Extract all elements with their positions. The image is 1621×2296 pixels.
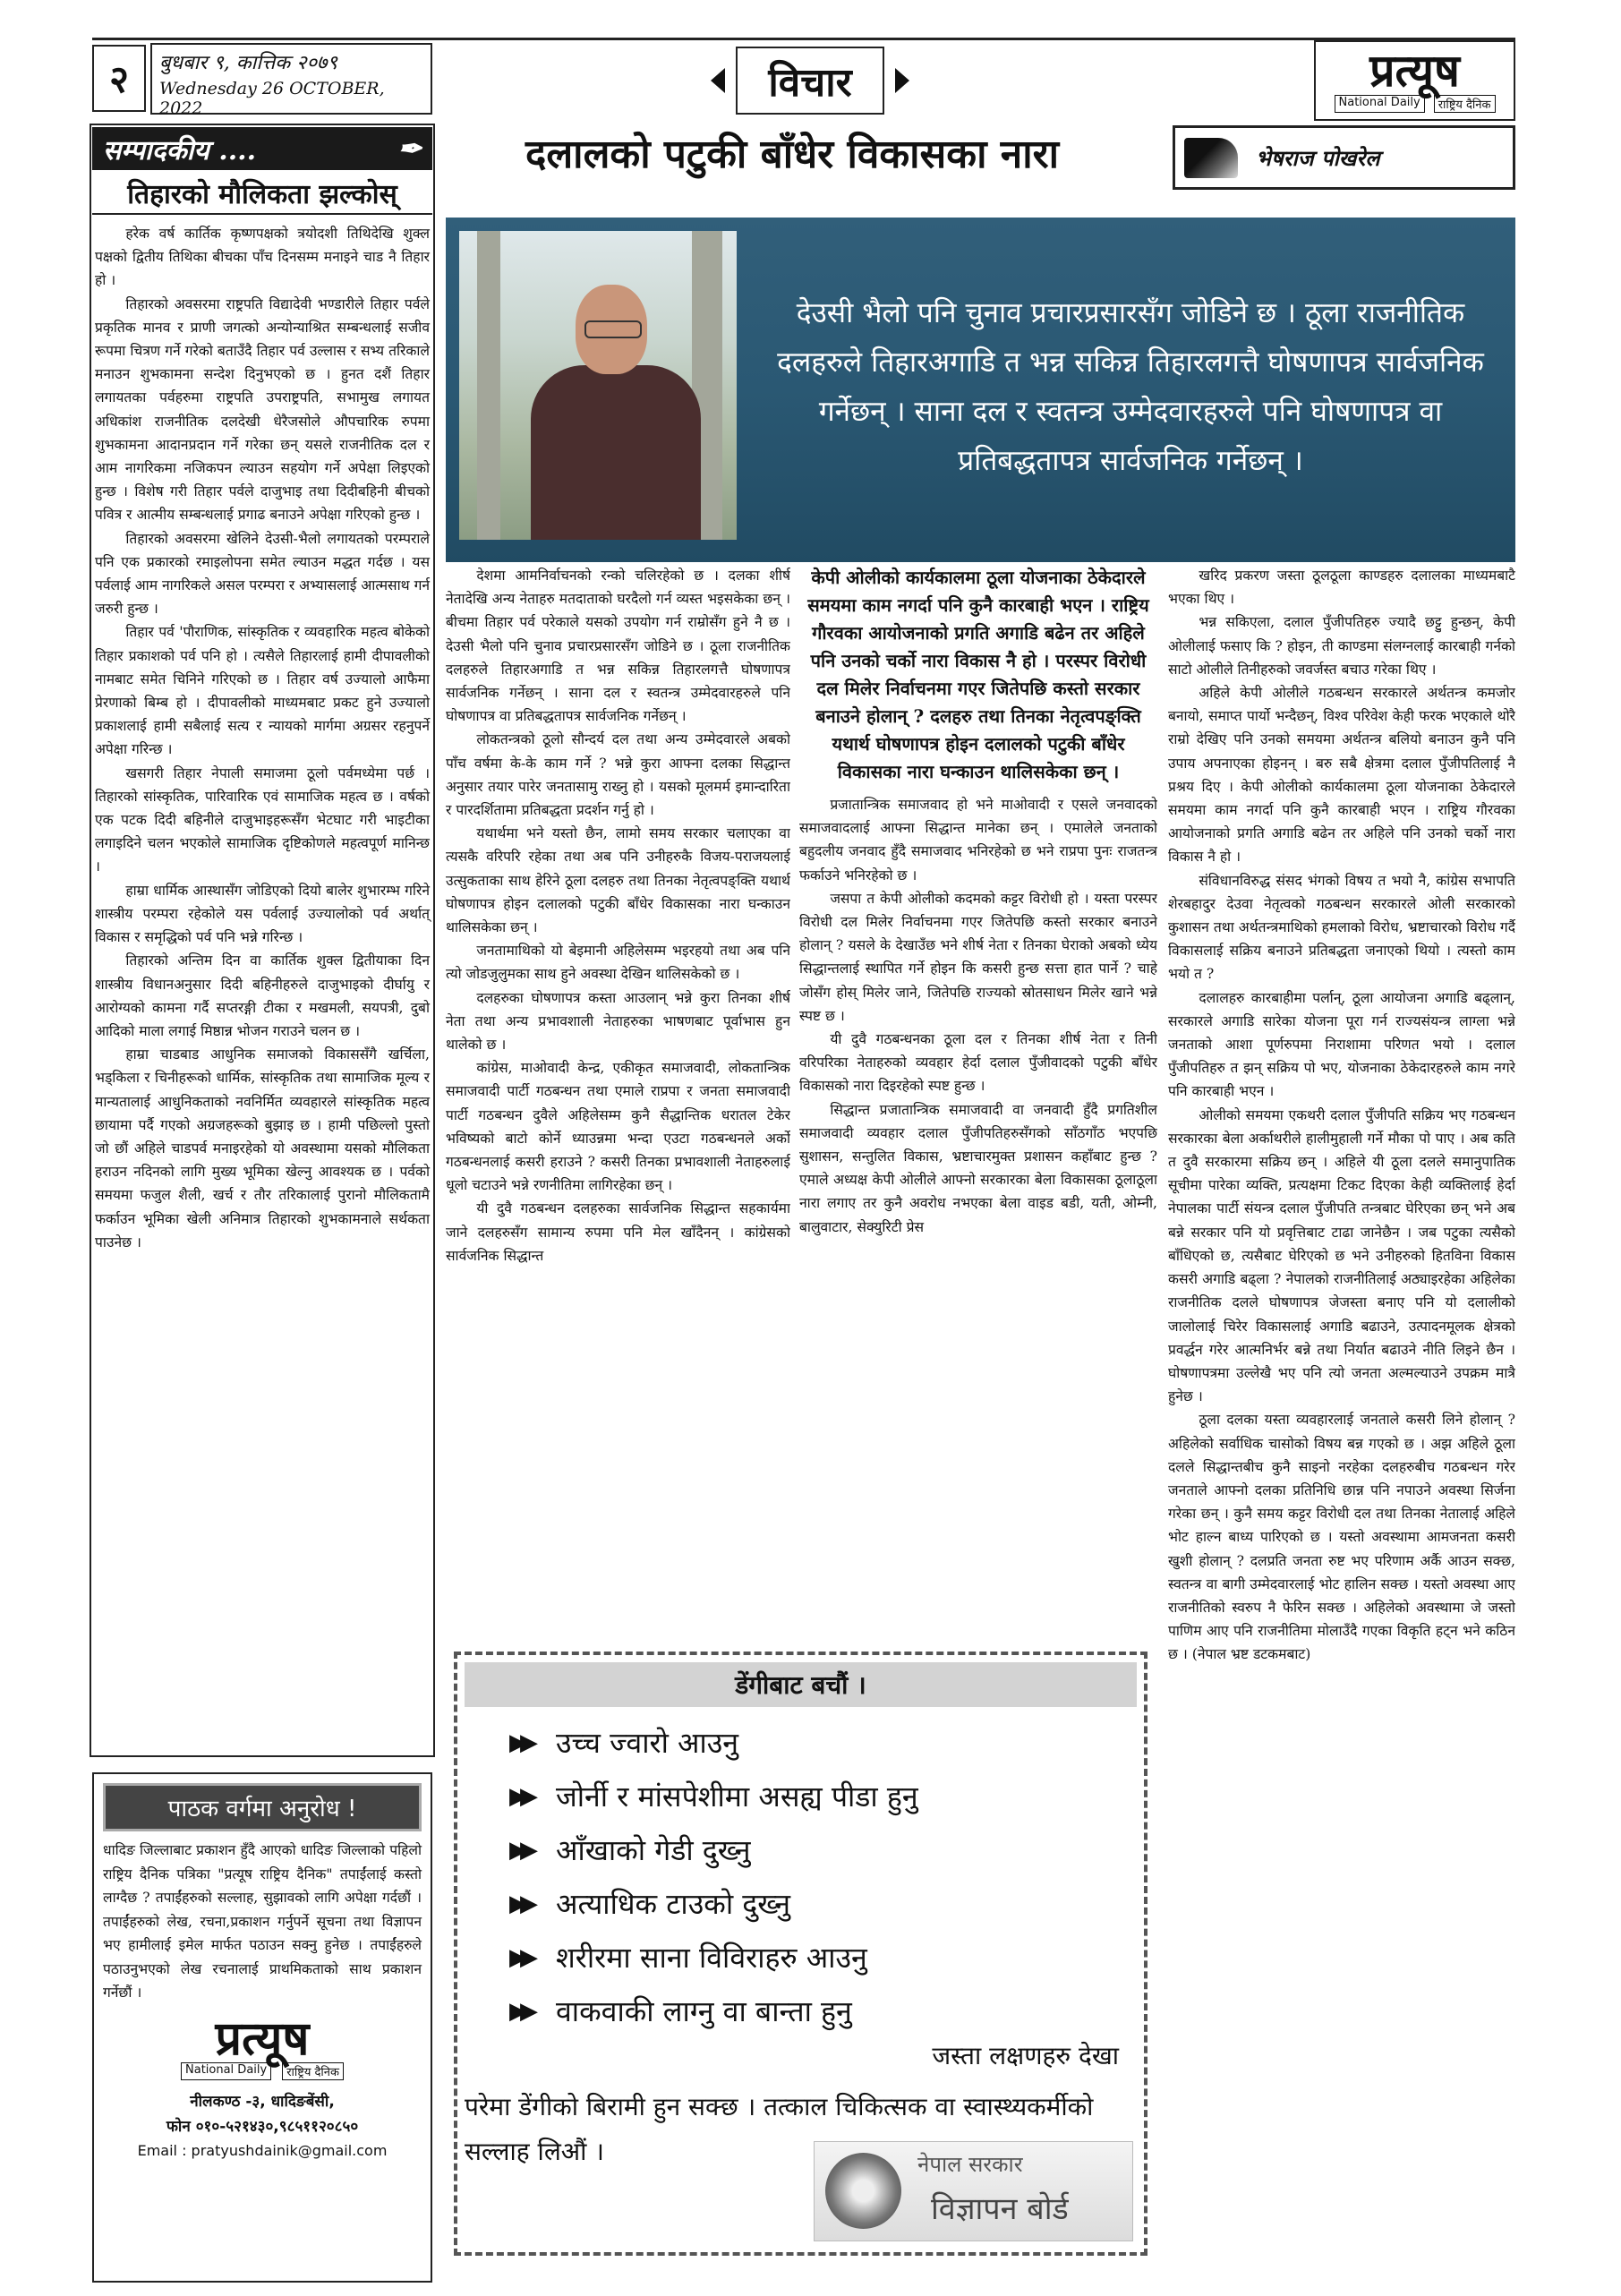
- dengue-signoff: जस्ता लक्षणहरु देखा: [932, 2041, 1119, 2070]
- masthead-subtitle: [1335, 95, 1496, 113]
- masthead-en: National Daily: [1335, 95, 1425, 113]
- double-arrow-icon: ▶▶: [509, 1837, 531, 1864]
- double-arrow-icon: ▶▶: [509, 1891, 531, 1917]
- masthead-title: प्रत्यूष: [1369, 44, 1460, 97]
- symptom-text: वाकवाकी लाग्नु वा बान्ता हुनु: [556, 1994, 852, 2028]
- editorial-title: तिहारको मौलिकता झल्कोस्: [92, 175, 432, 215]
- seal-board: विज्ञापन बोर्ड: [931, 2191, 1069, 2227]
- symptom-text: उच्च ज्वारो आउनु: [556, 1726, 739, 1760]
- footer-logo: [103, 2010, 422, 2080]
- article-paragraph: लोकतन्त्रको ठूलो सौन्दर्य दल तथा अन्य उम्मेदवारले अबको पाँच वर्षमा के-के काम गर्ने ? भन्ने कुरा आफ्ना दलका सिद्धान्त अनुसार तयार पारेर जनतासामु राख्नु हो । यसको मूलमर्म इमान्दारिता र पारदर्शितामा प्रतिबद्धता प्रदर्शन गर्नु हो ।: [446, 731, 790, 819]
- seal-gov: नेपाल सरकार: [917, 2152, 1023, 2177]
- date-english: Wednesday 26 OCTOBER, 2022: [159, 79, 385, 118]
- masthead-logo: [1314, 40, 1515, 121]
- symptom-text: शरीरमा साना विविराहरु आउनु: [556, 1941, 867, 1975]
- symptom-text: आँखाको गेडी दुख्नु: [556, 1833, 751, 1867]
- symptom-item: [509, 1823, 1137, 1877]
- double-arrow-icon: ▶▶: [509, 1998, 531, 2025]
- footer-logo-subtitle: [103, 2062, 422, 2080]
- double-arrow-icon: ▶▶: [509, 1729, 531, 1756]
- editorial-paragraph: तिहारको अन्तिम दिन वा कार्तिक शुक्ल द्वितीयाका दिन शास्त्रीय विधानअनुसार दिदी बहिनीहरुले दाजुभाइको दीर्घायु र आरोग्यको कामना गर्दै सप्तरङ्गी टीका र मखमली, सयपत्री, दुबो आदिको माला लगाई मिष्ठान्न भोजन गराउने चलन छ ।: [95, 952, 430, 1039]
- article-paragraph: संविधानविरुद्ध संसद भंगको विषय त भयो नै, कांग्रेस सभापति शेरबहादुर देउवा नेतृत्वको गठबन्धन सरकारले ओली सरकारको कुशासन तथा अर्थतन्त्रमाथिको हमलाको विरोध, भ्रष्टाचारको विरोध गर्दै विकासलाई सक्रिय बनाउने प्रतिबद्धता जनाएको थियो । त्यस्तो काम भयो त ?: [1168, 872, 1515, 983]
- dengue-ad-title: डेंगीबाट बचौं ।: [465, 1662, 1137, 1707]
- editorial-paragraph: तिहार पर्व 'पौराणिक, सांस्कृतिक र व्यवहारिक महत्व बोकेको तिहार प्रकाशको पर्व पनि हो । त्यसैले तिहारलाई हामी दीपावलीको नामबाट समेत चिनिने गरिएको छ । तिहार वर्ष उज्यालो आफैमा प्रेरणाको बिम्ब हो । दीपावलीको माध्यमबाट प्रकट हुने उज्यालो प्रकाशलाई हामी सबैलाई सत्य र न्यायको मार्गमा अग्रसर रहनुपर्ने अपेक्षा गरिन्छ ।: [95, 624, 430, 758]
- article-column-3: [1168, 564, 1515, 2296]
- article-paragraph: भन्न सकिएला, दलाल पुँजीपतिहरु ज्यादै छट्टु हुन्छन्, केपी ओलीलाई फसाए कि ? होइन, ती काण्डमा संलग्नलाई कारबाही गर्नको साटो ओलीले तिनीहरुको जवर्जस्त बचाउ गरेका थिए ।: [1168, 614, 1515, 678]
- symptom-item: [509, 1931, 1137, 1984]
- address-block: [103, 2089, 422, 2139]
- article-column-1: [446, 564, 790, 1634]
- author-icon: [1184, 138, 1238, 178]
- author-box: [1173, 125, 1515, 190]
- editorial-paragraph: हरेक वर्ष कार्तिक कृष्णपक्षको त्रयोदशी तिथिदेखि शुक्ल पक्षको द्वितीय तिथिका बीचका पाँच दिनसम्म मनाइने चाड नै तिहार हो ।: [95, 226, 430, 289]
- symptom-item: [509, 1877, 1137, 1931]
- symptom-list: [465, 1716, 1137, 2038]
- reader-request-title: पाठक वर्गमा अनुरोध !: [103, 1783, 422, 1831]
- footer-logo-np: राष्ट्रिय दैनिक: [282, 2062, 344, 2080]
- article-paragraph: दलहरुका घोषणापत्र कस्ता आउलान् भन्ने कुरा तिनका शीर्ष नेता तथा अन्य प्रभावशाली नेताहरुका भाषणबाट पूर्वाभास हुन थालेको छ ।: [446, 989, 790, 1054]
- pen-icon: ✒: [397, 132, 422, 166]
- article-paragraph: कांग्रेस, माओवादी केन्द्र, एकीकृत समाजवादी, लोकतान्त्रिक समाजवादी पार्टी गठबन्धन तथा एमाले राप्रपा र जनता समाजवादी पार्टी गठबन्धन दुवैले अहिलेसम्म कुनै सैद्धान्तिक धरातल टेकेर भविष्यको बाटो कोर्ने ध्याउन्नमा भन्दा एउटा गठबन्धनले अर्को गठबन्धनलाई कसरी हराउने ? कसरी तिनका प्रभावशाली नेताहरुलाई धूलो चटाउने भन्ने रणनीतिमा लागिरहेका छन् ।: [446, 1060, 790, 1194]
- article-paragraph: सिद्धान्त प्रजातान्त्रिक समाजवादी वा जनवादी हुँदै प्रगतिशील समाजवादी व्यवहार दलाल पुँजीपतिहरुसँगको साँठगाँठ भएपछि सुशासन, सन्तुलित विकास, भ्रष्टाचारमुक्त प्रशासन कहाँबाट हुन्छ ? एमाले अध्यक्ष केपी ओलीले आफ्नो सरकारका बेला विकासका ठूलाठूला नारा लगाए तर कुनै अवरोध नभएका बेला वाइड बडी, यती, ओम्नी, बालुवाटार, सेक्युरिटी प्रेस: [799, 1101, 1157, 1235]
- article-paragraph: ओलीको समयमा एकथरी दलाल पुँजीपति सक्रिय भए गठबन्धन सरकारका बेला अर्काथरीले हालीमुहाली गर्ने मौका पो पाए । अब कति त दुवै सरकारमा सक्रिय छन् । अहिले यी ठूला दलले समानुपातिक सूचीमा पारेका व्यक्ति, प्रत्यक्षमा टिकट दिएका केही व्यक्तिलाई हेर्दा नेपालका पार्टी संयन्त्र दलाल पुँजीपति तन्त्रबाट घेरिएका छन् भने अब बन्ने सरकार पनि यो प्रवृत्तिबाट टाढा जानेछैन । जब पटुका त्यसैको बाँधिएको छ, त्यसैबाट घेरिएको छ भने उनीहरुको हितविना विकास कसरी अगाडि बढ्ला ? नेपालको राजनीतिलाई अठ्याइरहेका अहिलेका राजनीतिक दलले घोषणापत्र जेजस्ता बनाए पनि यो दलालीको जालोलाई चिरेर विकासलाई अगाडि बढाउने, उत्पादनमूलक क्षेत्रको प्रवर्द्धन गरेर आत्मनिर्भर बन्ने तथा निर्यात बढाउने नीति लिइने छैन । घोषणापत्रमा उल्लेखै भए पनि त्यो जनता अल्मल्याउने उपक्रम मात्रै हुनेछ ।: [1168, 1106, 1515, 1405]
- phone: फोन ०१०-५२१४३०,९८५११२०८५०: [166, 2117, 359, 2136]
- editorial-body: [92, 222, 432, 1753]
- reader-request-box: [92, 1772, 432, 2283]
- symptom-text: जोर्नी र मांसपेशीमा असह्य पीडा हुनु: [556, 1780, 918, 1814]
- article-paragraph: जनतामाथिको यो बेइमानी अहिलेसम्म भइरहयो तथा अब पनि त्यो जोडजुलुमका साथ हुने अवस्था देखिन थालिसकेको छ ।: [446, 943, 790, 983]
- reader-request-body: धादिङ जिल्लाबाट प्रकाशन हुँदै आएको धादिङ जिल्लाको पहिलो राष्ट्रिय दैनिक पत्रिका "प्रत्यूष राष्ट्रिय दैनिक" तपाईंलाई कस्तो लाग्दैछ ? तपाईंहरुको सल्लाह, सुझावको लागि अपेक्षा गर्दछौं । तपाईंहरुको लेख, रचना,प्रकाशन गर्नुपर्ने सूचना तथा विज्ञापन भए हामीलाई इमेल मार्फत पठाउन सक्नु हुनेछ । तपाईंहरुले पठाउनुभएको लेख रचनालाई प्राथमिकताको साथ प्रकाशन गर्नेछौं ।: [103, 1842, 422, 2001]
- editorial-paragraph: हाम्रा चाडबाड आधुनिक समाजको विकाससँगै खर्चिला, भड्किला र चिनीहरूको धार्मिक, सांस्कृतिक तथा सामाजिक मूल्य र मान्यतालाई आधुनिकताको नवनिर्मित व्यवहारले सांस्कृतिक महत्व छायामा पर्दै गएको अग्रजहरूको बुझाइ छ । हामी पछिल्लो पुस्तो जो छौं अहिले चाडपर्व मनाइरहेको यो अवस्थामा यसको मौलिकता हराउन नदिनको लागि मुख्य भूमिका खेल्नु आवश्यक छ । पर्वको समयमा फजुल शैली, खर्च र तौर तरिकालाई पुरानो मौलिकतामै फर्काउन भूमिका खेली अनिमात्र तिहारको शुभकामनाले सर्थकता पाउनेछ ।: [95, 1046, 430, 1250]
- article-paragraph: प्रजातान्त्रिक समाजवाद हो भने माओवादी र एसले जनवादको समाजवादलाई आफ्ना सिद्धान्त मानेका छन् । एमालेले जनताको बहुदलीय जनवाद हुँदै समाजवाद भनिरहेको छ भने राप्रपा पुनः राजतन्त्र फर्काउने भनिरहेको छ ।: [799, 797, 1157, 883]
- triangle-left-icon: [711, 68, 725, 93]
- article-paragraph: ठूला दलका यस्ता व्यवहारलाई जनताले कसरी लिने होलान् ? अहिलेको सर्वाधिक चासोको विषय बन्न गएको छ । अझ अहिले ठूला दलले सिद्धान्तबीच कुनै साइनो नरहेका दलहरुबीच गठबन्धन गरेर जनताले आफ्नो दलका प्रतिनिधि छान्न पनि नपाउने अवस्था सिर्जना गरेका छन् । कुनै समय कट्टर विरोधी दल तथा तिनका नेतालाई अहिले भोट हाल्न बाध्य पारिएको छ । यस्तो अवस्थामा आमजनता कसरी खुशी होलान् ? दलप्रति जनता रुष्ट भए परिणाम अर्कै आउन सक्छ, स्वतन्त्र वा बागी उम्मेदवारलाई भोट हालिन सक्छ । यस्तो अवस्था आए राजनीतिको स्वरुप नै फेरिन सक्छ । अहिलेको अवस्थामा जे जस्तो पाणिम आए पनि राजनीतिमा मोलाउँदै गएका विकृति हट्न भने कठिन छ । (नेपाल भ्रष्ट डटकमबाट): [1168, 1412, 1515, 1663]
- editorial-paragraph: तिहारको अवसरमा खेलिने देउसी-भैलो लगायतको परम्पराले पनि एक प्रकारको रमाइलोपना समेत ल्याउन मद्धत गर्दछ । यस पर्वलाई आम नागरिकले असल परम्परा र अभ्यासलाई आत्मसाथ गर्न जरुरी हुन्छ ।: [95, 530, 430, 618]
- author-name: भेषराज पोखरेल: [1256, 144, 1380, 171]
- article-paragraph: जसपा त केपी ओलीको कदमको कट्टर विरोधी हो । यस्ता परस्पर विरोधी दल मिलेर निर्वाचनमा गएर जितेपछि कस्तो सरकार बनाउने होलान् ? यसले के देखाउँछ भने शीर्ष नेता र तिनका घेराको अबको ध्येय सिद्धान्तलाई स्थापित गर्ने होइन कि कसरी हुन्छ सत्ता हात पार्ने ? चाहे जोसँग होस् मिलेर जाने, जितेपछि राज्यको स्रोतसाधन मिलेर खाने भन्ने स्पष्ट छ ।: [799, 890, 1157, 1024]
- email[interactable]: Email : pratyushdainik@gmail.com: [137, 2141, 388, 2159]
- address: नीलकण्ठ -३, धादिङबेंसी,: [190, 2092, 335, 2111]
- date-box: [150, 43, 432, 118]
- section-label: [680, 45, 940, 116]
- article-paragraph: देशमा आमनिर्वाचनको रन्को चलिरहेको छ । दलका शीर्ष नेतादेखि अन्य नेताहरु मतदाताको घरदैलो गर्न व्यस्त भइसकेका छन् । बीचमा तिहार पर्व परेकाले यसको उपयोग गर्न राम्रोसँग हुने नै छ । देउसी भैलो पनि चुनाव प्रचारप्रसारसँग जोडिने छ । ठूला राजनीतिक दलहरुले तिहारअगाडि त भन्न सकिन्न तिहारलगत्तै घोषणापत्र सार्वजनिक गर्नेछन् । साना दल र स्वतन्त्र उम्मेदवारहरुले पनि घोषणापत्र वा प्रतिबद्धतापत्र सार्वजनिक गर्नेछन् ।: [446, 568, 790, 725]
- dengue-ad: [454, 1652, 1147, 2256]
- masthead-np: राष्ट्रिय दैनिक: [1434, 95, 1496, 113]
- photo-glasses: [584, 320, 642, 338]
- editorial-label: सम्पादकीय ....: [103, 134, 257, 166]
- footer-logo-title: प्रत्यूष: [215, 2010, 310, 2066]
- article-paragraph: अहिले केपी ओलीले गठबन्धन सरकारले अर्थतन्त्र कमजोर बनायो, समाप्त पार्यो भन्दैछन्, विश्व परिवेश केही फरक भएकाले थोरै राम्रो देखिए पनि उनको समयमा अर्थतन्त्र बलियो बनाउन कुनै पनि उपाय अपनाएका होइनन् । बरु सबै क्षेत्रमा दलाल पुँजीपतिलाई नै प्रश्रय दिए । केपी ओलीको कार्यकालमा ठूला योजनाका ठेकेदारले समयमा काम नगर्दा पनि कुनै कारबाही भएन । राष्ट्रिय गौरवका आयोजनाको प्रगति अगाडि बढेन तर अहिले पनि उनको चर्को नारा विकास नै हो ।: [1168, 685, 1515, 866]
- article-column-2: [799, 564, 1157, 1634]
- page-number: २: [92, 45, 146, 112]
- quote-banner: [446, 218, 1515, 562]
- author-photo: [459, 231, 737, 540]
- article-paragraph: यथार्थमा भने यस्तो छैन, लामो समय सरकार चलाएका वा त्यसकै वरिपरि रहेका तथा अब पनि उनीहरुकै विजय-पराजयलाई उत्सुकताका साथ हेरिने ठूला दलहरु तथा तिनका नेतृत्वपङ्क्ति यथार्थ घोषणापत्र होइन दलालको पटुकी बाँधेर विकासका नारा घन्काउन थालिसकेका छन् ।: [446, 825, 790, 936]
- section-title: विचार: [736, 47, 883, 115]
- article-headline: दलालको पटुकी बाँधेर विकासका नारा: [525, 132, 1059, 177]
- symptom-text: अत्याधिक टाउको दुख्नु: [556, 1887, 790, 1921]
- triangle-right-icon: [895, 68, 909, 93]
- symptom-item: [509, 1716, 1137, 1770]
- banner-quote: देउसी भैलो पनि चुनाव प्रचारप्रसारसँग जोडिने छ । ठूला राजनीतिक दलहरुले तिहारअगाडि त भन्न सकिन्न तिहारलगत्तै घोषणापत्र सार्वजनिक गर्नेछन् । साना दल र स्वतन्त्र उम्मेदवारहरुले पनि घोषणापत्र वा प्रतिबद्धतापत्र सार्वजनिक गर्नेछन् ।: [777, 297, 1484, 477]
- top-rule: [92, 38, 1515, 40]
- pull-quote: केपी ओलीको कार्यकालमा ठूला योजनाका ठेकेदारले समयमा काम नगर्दा पनि कुनै कारबाही भएन । राष्ट्रिय गौरवका आयोजनाको प्रगति अगाडि बढेन तर अहिले पनि उनको चर्को नारा विकास नै हो । परस्पर विरोधी दल मिलेर निर्वाचनमा गएर जितेपछि कस्तो सरकार बनाउने होलान् ? दलहरु तथा तिनका नेतृत्वपङ्क्ति यथार्थ घोषणापत्र होइन दलालको पटुकी बाँधेर विकासका नारा घन्काउन थालिसकेका छन् ।: [807, 567, 1149, 782]
- date-nepali: बुधबार ९, कात्तिक २०७९: [159, 52, 337, 74]
- article-paragraph: यी दुवै गठबन्धन दलहरुका सार्वजनिक सिद्धान्त सहकार्यमा जाने दलहरुसँग सामान्य रुपमा पनि मेल खाँदैनन् । कांग्रेसको सार्वजनिक सिद्धान्त: [446, 1200, 790, 1264]
- double-arrow-icon: ▶▶: [509, 1944, 531, 1971]
- tree-trunk: [477, 231, 500, 540]
- ad-board-seal: [814, 2141, 1133, 2241]
- article-paragraph: खरिद प्रकरण जस्ता ठूलठूला काण्डहरु दलालका माध्यमबाटै भएका थिए ।: [1168, 568, 1515, 608]
- editorial-header: [92, 127, 432, 170]
- double-arrow-icon: ▶▶: [509, 1783, 531, 1810]
- symptom-item: [509, 1770, 1137, 1823]
- editorial-paragraph: खसगरी तिहार नेपाली समाजमा ठूलो पर्वमध्येमा पर्छ । तिहारको सांस्कृतिक, पारिवारिक एवं सामाजिक महत्व छ । वर्षको एक पटक दिदी बहिनीले दाजुभाइहरूसँग भेटघाट गरी भाइटीका लगाइदिने चलन भएकोले सामाजिक दृष्टिकोणले महत्वपूर्ण मानिन्छ ।: [95, 764, 430, 875]
- symptom-item: [509, 1984, 1137, 2038]
- editorial-paragraph: हाम्रा धार्मिक आस्थासँग जोडिएको दियो बालेर शुभारम्भ गरिने शास्त्रीय परम्परा रहेकोले यस पर्वलाई उज्यालोको पर्व अर्थात् विकास र समृद्धिको पर्व पनि भन्ने गरिन्छ ।: [95, 882, 430, 946]
- photo-figure-body: [531, 365, 701, 540]
- article-paragraph: यी दुवै गठबन्धनका ठूला दल र तिनका शीर्ष नेता र तिनी वरिपरिका नेताहरुको व्यवहार हेर्दा दलाल पुँजीवादको पटुकी बाँधेर विकासको नारा दिइरहेको स्पष्ट हुन्छ ।: [799, 1031, 1157, 1095]
- footer-logo-en: National Daily: [181, 2062, 271, 2080]
- article-paragraph: दलालहरु कारबाहीमा पर्लान्, ठूला आयोजना अगाडि बढ्लान्, सरकारले अगाडि सारेका योजना पूरा गर्न राज्यसंयन्त्र लाग्ला भन्ने जनताको आशा पूर्णरुपमा निराशामा परिणत भयो । दलाल पुँजीपतिहरु त झन् सक्रिय पो भए, योजनाका ठेकेदारहरुले काम नगरे पनि कारबाही भएन ।: [1168, 989, 1515, 1100]
- editorial-paragraph: तिहारको अवसरमा राष्ट्रपति विद्यादेवी भण्डारीले तिहार पर्वले प्रकृतिक मानव र प्राणी जगत्को अन्योन्याश्रित सम्बन्धलाई सजीव रूपमा चित्रण गर्ने गरेको बताउँदै तिहार पर्व उल्लास र सभ्य तरिकाले मनाउन शुभकामना सन्देश दिनुभएको छ । हुनत दशैं तिहार लगायतका पर्वहरुमा राष्ट्रपति उपराष्ट्रपति, सभामुख लगायत अधिकांश राजनीतिक दलदेखी धेरैजसोले औपचारिक रुपमा शुभकामना आदानप्रदान गर्ने गरेका छन् यसले राजनीतिक दल र आम नागरिकमा नजिकपन ल्याउन सहयोग गर्ने अपेक्षा लिइएको हुन्छ । विशेष गरी तिहार पर्वले दाजुभाइ तथा दिदीबहिनी बीचको पवित्र र आत्मीय सम्बन्धलाई प्रगाढ बनाउने अपेक्षा गरिएको हुन्छ ।: [95, 295, 430, 524]
- dengue-footer-text: परेमा डेंगीको बिरामी हुन सक्छ । तत्काल चिकित्सक वा स्वास्थ्यकर्मीको सल्लाह लिऔं ।: [465, 2092, 1094, 2166]
- government-emblem-icon: [825, 2153, 901, 2229]
